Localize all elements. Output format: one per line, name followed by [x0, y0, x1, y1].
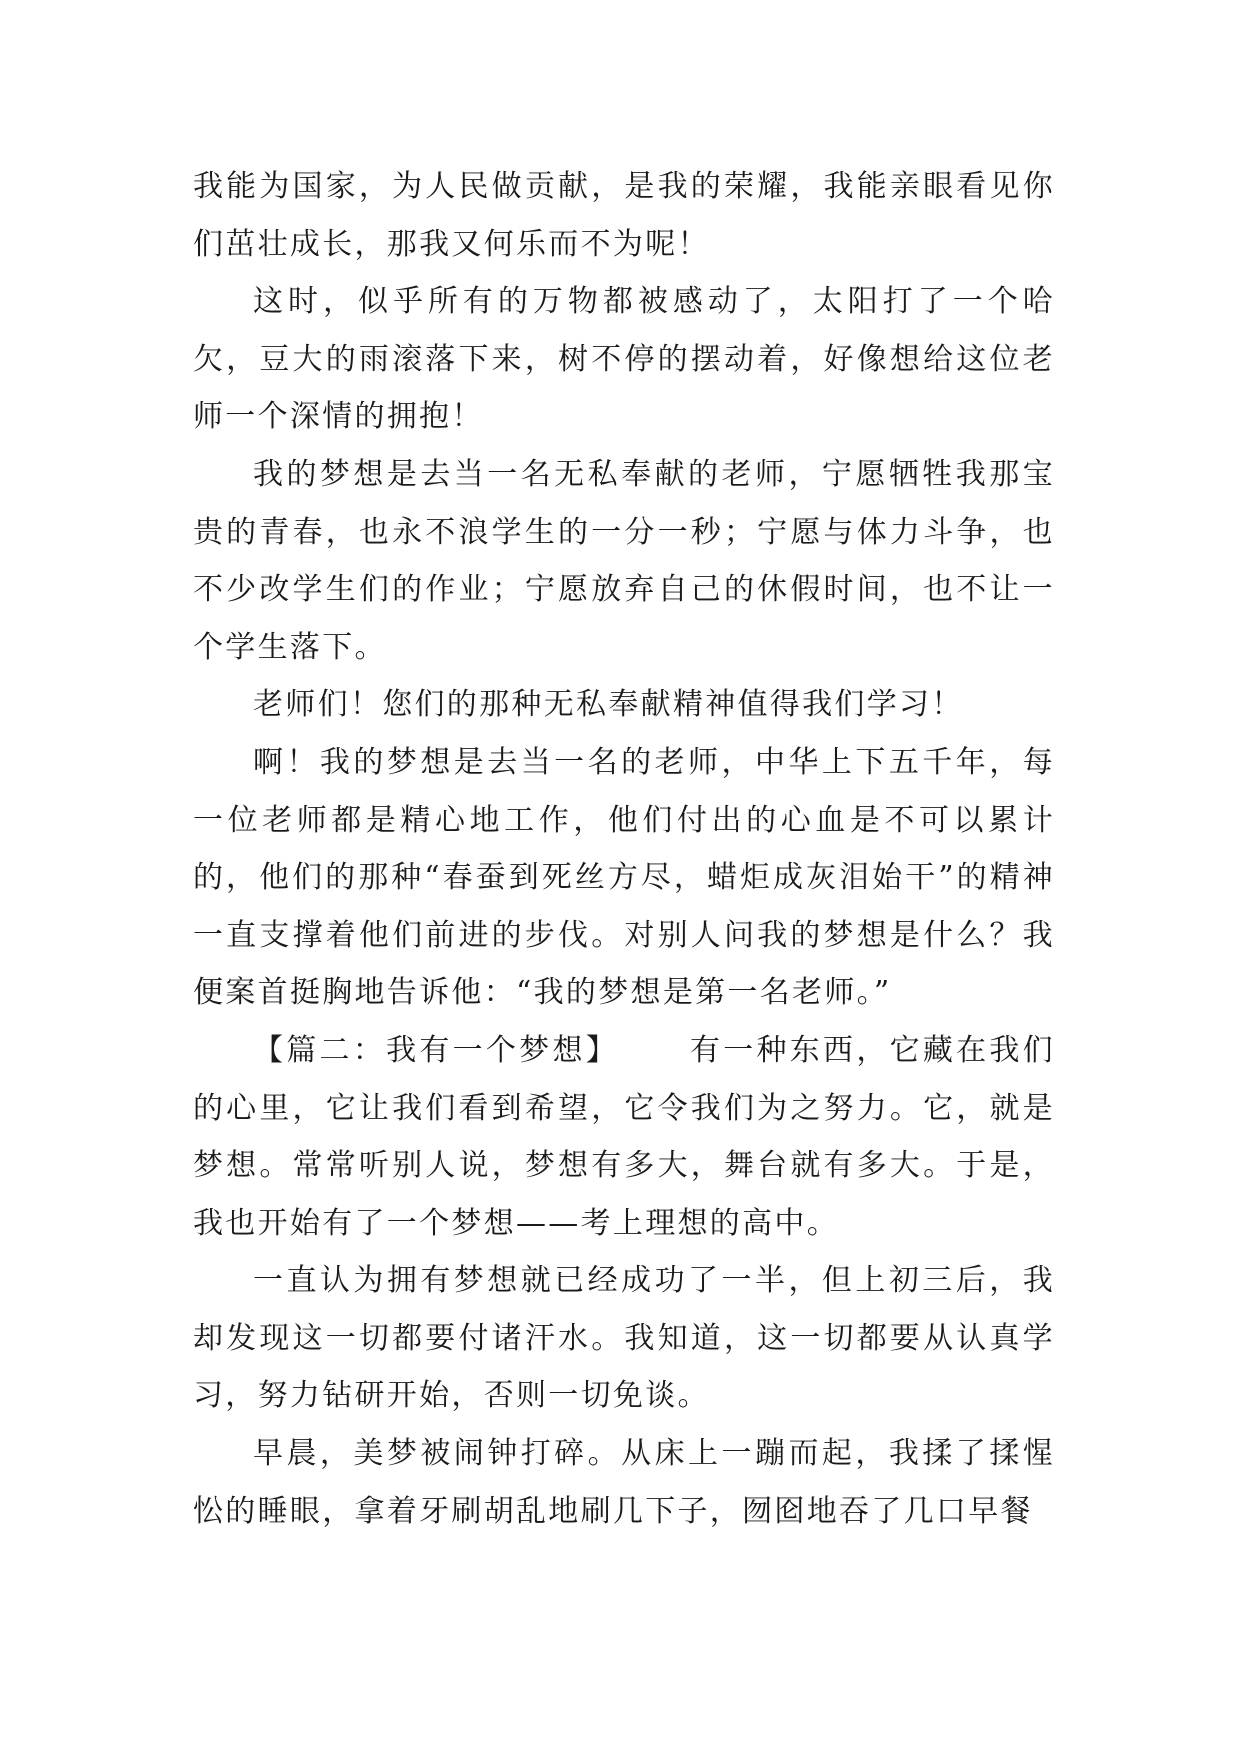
document-body — [193, 158, 1055, 1540]
section-heading: 【篇二：我有一个梦想】 — [253, 1032, 619, 1068]
paragraph-8: 早晨，美梦被闹钟打碎。从床上一蹦而起，我揉了揉惺忪的睡眼，拿着牙刷胡乱地刷几下子，囫囵地吞了几口早餐 — [193, 1436, 1055, 1529]
paragraph-3: 我的梦想是去当一名无私奉献的老师，宁愿牺牲我那宝贵的青春，也永不浪学生的一分一秒；宁愿与体力斗争，也不少改学生们的作业；宁愿放弃自己的休假时间，也不让一个学生落下。 — [193, 456, 1055, 665]
paragraph-5: 啊！我的梦想是去当一名的老师，中华上下五千年，每一位老师都是精心地工作，他们付出的心血是不可以累计的，他们的那种“春蚕到死丝方尽，蜡炬成灰泪始干”的精神一直支撑着他们前进的步伐。对别人问我的梦想是什么？我便案首挺胸地告诉他：“我的梦想是第一名老师。” — [193, 744, 1055, 1011]
paragraph-1: 我能为国家，为人民做贡献，是我的荣耀，我能亲眼看见你们茁壮成长，那我又何乐而不为呢！ — [193, 169, 1055, 262]
paragraph-6 — [193, 1022, 1055, 1252]
paragraph-7: 一直认为拥有梦想就已经成功了一半，但上初三后，我却发现这一切都要付诸汗水。我知道，这一切都要从认真学习，努力钻研开始，否则一切免谈。 — [193, 1263, 1055, 1414]
paragraph-4: 老师们！您们的那种无私奉献精神值得我们学习！ — [253, 687, 964, 723]
paragraph-6-text: 有一种东西，它藏在我们的心里，它让我们看到希望，它令我们为之努力。它，就是梦想。常常听别人说，梦想有多大，舞台就有多大。于是，我也开始有了一个梦想——考上理想的高中。 — [193, 1032, 1055, 1241]
paragraph-2: 这时，似乎所有的万物都被感动了，太阳打了一个哈欠，豆大的雨滚落下来，树不停的摆动着，好像想给这位老师一个深情的拥抱！ — [193, 284, 1055, 435]
